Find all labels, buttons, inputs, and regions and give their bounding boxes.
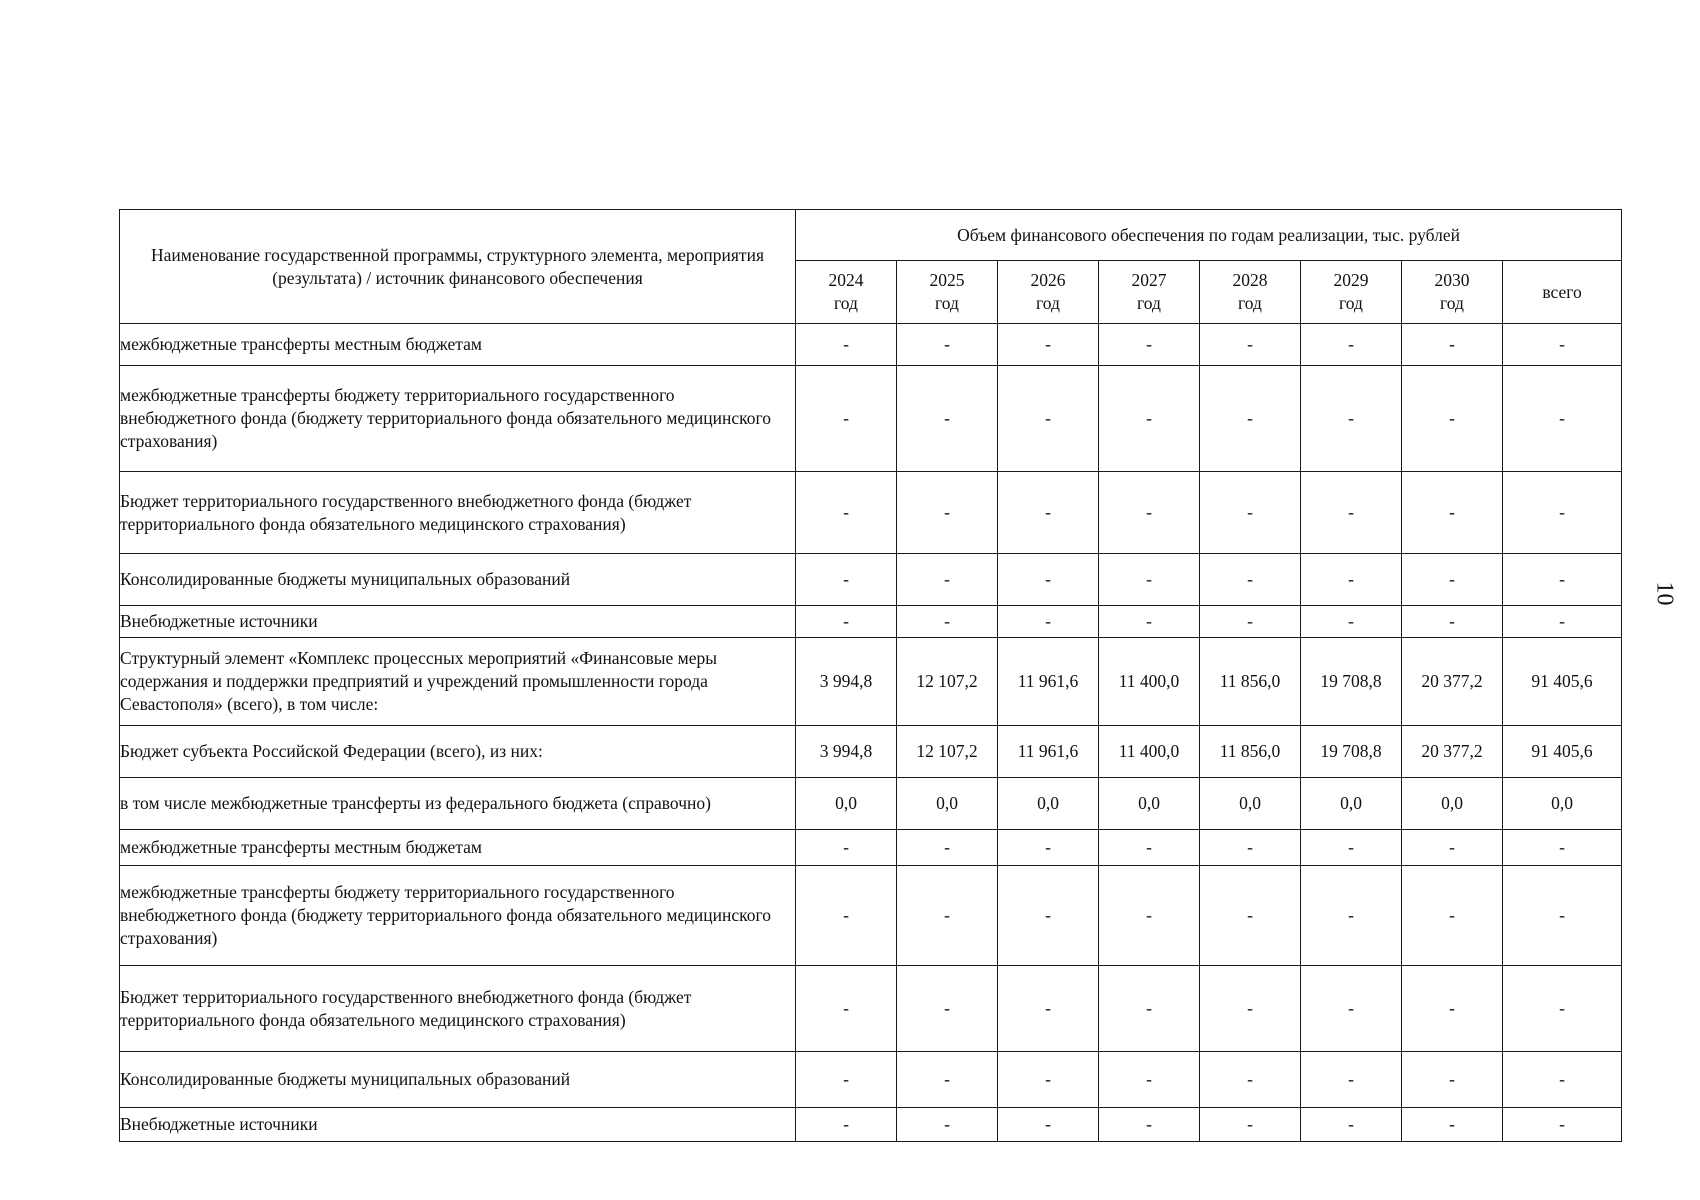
row-name: межбюджетные трансферты бюджету территориального государственного внебюджетного фонда (бюджету территориального фонда обязательного медицинского страхования): [120, 366, 796, 472]
row-year-value: 0,0: [1402, 778, 1503, 830]
table-row: [120, 966, 1622, 1052]
table-row: [120, 1052, 1622, 1108]
row-year-value: -: [1402, 1108, 1503, 1142]
year-header-2024: [796, 261, 897, 324]
row-year-value: 11 400,0: [1099, 638, 1200, 726]
row-year-value: -: [1099, 866, 1200, 966]
row-year-value: -: [1301, 830, 1402, 866]
row-year-value: -: [1301, 866, 1402, 966]
row-year-value: -: [897, 1108, 998, 1142]
row-year-value: 11 856,0: [1200, 726, 1301, 778]
row-year-value: -: [1200, 866, 1301, 966]
year-header-2029: [1301, 261, 1402, 324]
row-year-value: -: [796, 554, 897, 606]
row-name: Консолидированные бюджеты муниципальных образований: [120, 554, 796, 606]
row-total-value: -: [1503, 966, 1622, 1052]
table-header: [120, 210, 1622, 324]
row-year-value: -: [998, 324, 1099, 366]
row-year-value: -: [1200, 966, 1301, 1052]
row-year-value: -: [998, 830, 1099, 866]
row-year-value: 0,0: [897, 778, 998, 830]
row-year-value: -: [796, 1052, 897, 1108]
year-label: 2025: [929, 270, 965, 290]
row-year-value: 19 708,8: [1301, 638, 1402, 726]
row-year-value: 0,0: [796, 778, 897, 830]
row-year-value: 19 708,8: [1301, 726, 1402, 778]
row-year-value: -: [1301, 554, 1402, 606]
row-year-value: -: [1301, 1052, 1402, 1108]
row-total-value: -: [1503, 472, 1622, 554]
table-row: [120, 1108, 1622, 1142]
finance-group-header: Объем финансового обеспечения по годам реализации, тыс. рублей: [796, 210, 1622, 261]
row-year-value: -: [1099, 324, 1200, 366]
table-body: [120, 324, 1622, 1142]
row-year-value: -: [1099, 966, 1200, 1052]
row-year-value: -: [1402, 554, 1503, 606]
row-year-value: -: [1200, 606, 1301, 638]
row-year-value: -: [998, 606, 1099, 638]
row-name: Бюджет территориального государственного внебюджетного фонда (бюджет территориального фонда обязательного медицинского страхования): [120, 472, 796, 554]
row-year-value: -: [1200, 830, 1301, 866]
row-year-value: -: [1099, 554, 1200, 606]
row-name: межбюджетные трансферты местным бюджетам: [120, 324, 796, 366]
table-row: [120, 638, 1622, 726]
row-year-value: 3 994,8: [796, 638, 897, 726]
row-name: межбюджетные трансферты местным бюджетам: [120, 830, 796, 866]
row-year-value: -: [1200, 1052, 1301, 1108]
table-row: [120, 554, 1622, 606]
row-year-value: 0,0: [998, 778, 1099, 830]
row-total-value: 91 405,6: [1503, 726, 1622, 778]
row-year-value: 11 961,6: [998, 638, 1099, 726]
year-header-2028: [1200, 261, 1301, 324]
row-year-value: -: [998, 366, 1099, 472]
row-total-value: -: [1503, 554, 1622, 606]
year-label: 2028: [1232, 270, 1268, 290]
row-year-value: -: [1099, 606, 1200, 638]
year-header-2027: [1099, 261, 1200, 324]
year-suffix: год: [1339, 293, 1363, 313]
row-year-value: -: [1402, 866, 1503, 966]
row-name: Внебюджетные источники: [120, 1108, 796, 1142]
row-year-value: -: [1402, 606, 1503, 638]
table-row: [120, 778, 1622, 830]
total-header: всего: [1503, 261, 1622, 324]
row-year-value: -: [1402, 324, 1503, 366]
row-year-value: 20 377,2: [1402, 726, 1503, 778]
row-year-value: -: [796, 606, 897, 638]
year-suffix: год: [1036, 293, 1060, 313]
row-year-value: -: [1301, 966, 1402, 1052]
year-suffix: год: [834, 293, 858, 313]
year-header-2026: [998, 261, 1099, 324]
year-header-2030: [1402, 261, 1503, 324]
row-year-value: -: [1402, 366, 1503, 472]
row-year-value: -: [1099, 472, 1200, 554]
row-total-value: -: [1503, 866, 1622, 966]
row-year-value: 0,0: [1200, 778, 1301, 830]
row-year-value: -: [1099, 366, 1200, 472]
row-year-value: -: [1099, 1108, 1200, 1142]
row-year-value: -: [1200, 366, 1301, 472]
row-year-value: -: [897, 866, 998, 966]
year-suffix: год: [935, 293, 959, 313]
year-suffix: год: [1137, 293, 1161, 313]
row-year-value: 0,0: [1301, 778, 1402, 830]
table-row: [120, 472, 1622, 554]
row-year-value: -: [1301, 324, 1402, 366]
year-label: 2029: [1333, 270, 1369, 290]
row-year-value: -: [1301, 606, 1402, 638]
row-total-value: -: [1503, 606, 1622, 638]
table-row: [120, 830, 1622, 866]
row-year-value: -: [998, 554, 1099, 606]
year-label: 2030: [1434, 270, 1470, 290]
row-name: Бюджет территориального государственного внебюджетного фонда (бюджет территориального фонда обязательного медицинского страхования): [120, 966, 796, 1052]
row-total-value: -: [1503, 324, 1622, 366]
row-total-value: -: [1503, 366, 1622, 472]
row-year-value: 11 400,0: [1099, 726, 1200, 778]
financing-table: [119, 209, 1622, 1142]
row-year-value: -: [897, 830, 998, 866]
row-year-value: -: [1402, 1052, 1503, 1108]
row-total-value: -: [1503, 1108, 1622, 1142]
page-number: 10: [1651, 581, 1678, 606]
row-total-value: 0,0: [1503, 778, 1622, 830]
row-year-value: -: [796, 324, 897, 366]
row-total-value: -: [1503, 830, 1622, 866]
row-total-value: -: [1503, 1052, 1622, 1108]
row-year-value: -: [998, 1108, 1099, 1142]
row-total-value: 91 405,6: [1503, 638, 1622, 726]
row-year-value: -: [897, 606, 998, 638]
row-year-value: -: [796, 866, 897, 966]
row-year-value: -: [998, 1052, 1099, 1108]
table-row: [120, 366, 1622, 472]
row-year-value: 20 377,2: [1402, 638, 1503, 726]
row-year-value: 11 856,0: [1200, 638, 1301, 726]
table-row: [120, 866, 1622, 966]
row-year-value: -: [1200, 324, 1301, 366]
row-year-value: -: [796, 366, 897, 472]
table-row: [120, 324, 1622, 366]
row-year-value: -: [897, 1052, 998, 1108]
row-year-value: -: [998, 866, 1099, 966]
row-year-value: 12 107,2: [897, 638, 998, 726]
row-year-value: -: [897, 472, 998, 554]
year-suffix: год: [1440, 293, 1464, 313]
row-year-value: 0,0: [1099, 778, 1200, 830]
row-name: Бюджет субъекта Российской Федерации (всего), из них:: [120, 726, 796, 778]
row-name: Структурный элемент «Комплекс процессных мероприятий «Финансовые меры содержания и поддержки предприятий и учреждений промышленности города Севастополя» (всего), в том числе:: [120, 638, 796, 726]
row-name: Консолидированные бюджеты муниципальных образований: [120, 1052, 796, 1108]
row-year-value: -: [1402, 830, 1503, 866]
row-year-value: -: [1402, 472, 1503, 554]
row-year-value: -: [1301, 366, 1402, 472]
row-year-value: -: [897, 554, 998, 606]
year-label: 2027: [1131, 270, 1167, 290]
row-year-value: 11 961,6: [998, 726, 1099, 778]
row-year-value: -: [998, 472, 1099, 554]
row-year-value: 3 994,8: [796, 726, 897, 778]
row-name: Внебюджетные источники: [120, 606, 796, 638]
row-year-value: -: [1301, 1108, 1402, 1142]
row-year-value: -: [796, 472, 897, 554]
year-suffix: год: [1238, 293, 1262, 313]
row-year-value: -: [1200, 1108, 1301, 1142]
table-row: [120, 726, 1622, 778]
row-year-value: 12 107,2: [897, 726, 998, 778]
row-year-value: -: [897, 324, 998, 366]
row-year-value: -: [1301, 472, 1402, 554]
row-year-value: -: [796, 1108, 897, 1142]
row-year-value: -: [1200, 554, 1301, 606]
row-year-value: -: [897, 966, 998, 1052]
row-year-value: -: [1099, 830, 1200, 866]
row-year-value: -: [1099, 1052, 1200, 1108]
row-year-value: -: [1402, 966, 1503, 1052]
year-label: 2026: [1030, 270, 1066, 290]
year-label: 2024: [828, 270, 864, 290]
row-year-value: -: [897, 366, 998, 472]
row-name: в том числе межбюджетные трансферты из федерального бюджета (справочно): [120, 778, 796, 830]
table-row: [120, 606, 1622, 638]
year-header-2025: [897, 261, 998, 324]
row-year-value: -: [1200, 472, 1301, 554]
row-year-value: -: [998, 966, 1099, 1052]
row-year-value: -: [796, 966, 897, 1052]
row-name: межбюджетные трансферты бюджету территориального государственного внебюджетного фонда (бюджету территориального фонда обязательного медицинского страхования): [120, 866, 796, 966]
row-year-value: -: [796, 830, 897, 866]
name-column-header: Наименование государственной программы, структурного элемента, мероприятия (результата) / источник финансового обеспечения: [120, 210, 796, 324]
